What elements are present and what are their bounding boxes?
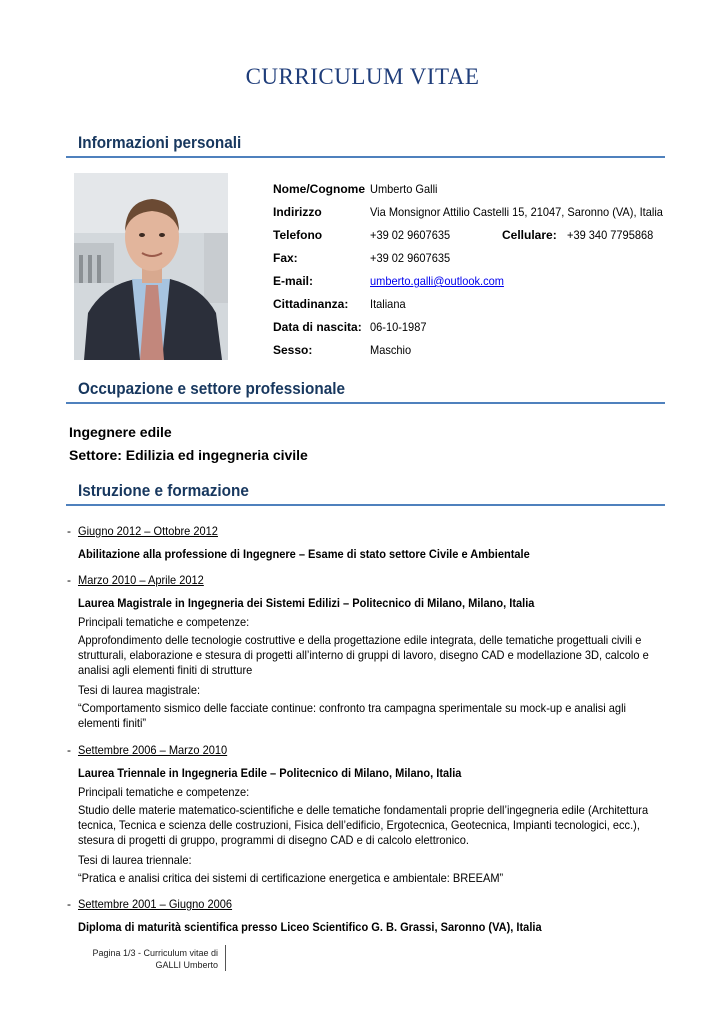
mobile-value: +39 340 7795868	[567, 228, 654, 242]
footer-line-1: Pagina 1/3 - Curriculum vitae di	[92, 948, 218, 958]
birthdate-label: Data di nascita:	[273, 320, 362, 334]
bullet-dash: -	[67, 573, 71, 587]
education-title: Laurea Triennale in Ingegneria Edile – Politecnico di Milano, Milano, Italia	[78, 766, 462, 780]
section-heading: Istruzione e formazione	[78, 481, 249, 500]
education-title: Diploma di maturità scientifica presso Liceo Scientifico G. B. Grassi, Saronno (VA), Italia	[78, 920, 542, 934]
sex-label: Sesso:	[273, 343, 313, 357]
education-topics-label: Principali tematiche e competenze:	[78, 615, 250, 629]
education-topics-label: Principali tematiche e competenze:	[78, 785, 250, 799]
page-footer	[90, 947, 218, 971]
education-date: Settembre 2006 – Marzo 2010	[78, 743, 228, 757]
footer-line-2: GALLI Umberto	[155, 960, 218, 970]
name-value: Umberto Galli	[370, 182, 438, 196]
section-heading: Occupazione e settore professionale	[78, 379, 345, 398]
bullet-dash: -	[67, 524, 71, 538]
address-value: Via Monsignor Attilio Castelli 15, 21047, Saronno (VA), Italia	[370, 205, 663, 219]
education-thesis: “Pratica e analisi critica dei sistemi di certificazione energetica e ambientale: BREEAM”	[78, 871, 504, 885]
phone-label: Telefono	[273, 228, 323, 242]
email-link[interactable]: umberto.galli@outlook.com	[370, 274, 504, 288]
phone-value: +39 02 9607635	[370, 228, 451, 242]
address-label: Indirizzo	[273, 205, 322, 219]
section-education	[66, 478, 665, 506]
profile-photo	[74, 173, 228, 360]
bullet-dash: -	[67, 897, 71, 911]
fax-label: Fax:	[273, 251, 298, 265]
sex-value: Maschio	[370, 343, 412, 357]
education-topics: Studio delle materie matematico-scientifiche e delle tematiche fondamentali proprie dell’ingegneria edile (Architettura tecnica, Tecnica e scienza delle costruzioni, Fisica dell’edificio, Ergotecnica, Geotecnica, Impianti tecnologici, ecc.), stesura di progetti di gruppo, programmi di disegno CAD e di calcolo elettronico.	[78, 803, 649, 847]
education-date: Giugno 2012 – Ottobre 2012	[78, 524, 218, 538]
section-heading: Informazioni personali	[78, 133, 242, 152]
section-occupation	[66, 376, 665, 404]
name-label: Nome/Cognome	[273, 182, 366, 196]
occupation-role: Ingegnere edile	[69, 424, 172, 440]
citizenship-label: Cittadinanza:	[273, 297, 349, 311]
education-thesis: “Comportamento sismico delle facciate continue: confronto tra campagna sperimentale su mock-up e analisi agli elementi finiti”	[78, 701, 626, 730]
education-topics: Approfondimento delle tecnologie costruttive e della progettazione edile integrata, delle tematiche progettuali civili e strutturali, elaborazione e stesura di progetti all’interno di gruppi di lavoro, disegno CAD e modellazione 3D, calcolo e analisi agli elementi finiti di strutture	[78, 633, 649, 677]
document-title: CURRICULUM VITAE	[245, 64, 480, 89]
education-date: Settembre 2001 – Giugno 2006	[78, 897, 233, 911]
fax-value: +39 02 9607635	[370, 251, 451, 265]
bullet-dash: -	[67, 743, 71, 757]
education-date: Marzo 2010 – Aprile 2012	[78, 573, 204, 587]
education-thesis-label: Tesi di laurea magistrale:	[78, 683, 201, 697]
education-thesis-label: Tesi di laurea triennale:	[78, 853, 192, 867]
education-title: Laurea Magistrale in Ingegneria dei Sistemi Edilizi – Politecnico di Milano, Milano, Italia	[78, 596, 535, 610]
mobile-label: Cellulare:	[502, 228, 557, 242]
email-label: E-mail:	[273, 274, 314, 288]
occupation-sector: Settore: Edilizia ed ingegneria civile	[69, 447, 308, 463]
birthdate-value: 06-10-1987	[370, 320, 427, 334]
section-personal-info	[66, 130, 665, 158]
education-title: Abilitazione alla professione di Ingegnere – Esame di stato settore Civile e Ambientale	[78, 547, 530, 561]
footer-divider	[225, 945, 226, 971]
citizenship-value: Italiana	[370, 297, 406, 311]
